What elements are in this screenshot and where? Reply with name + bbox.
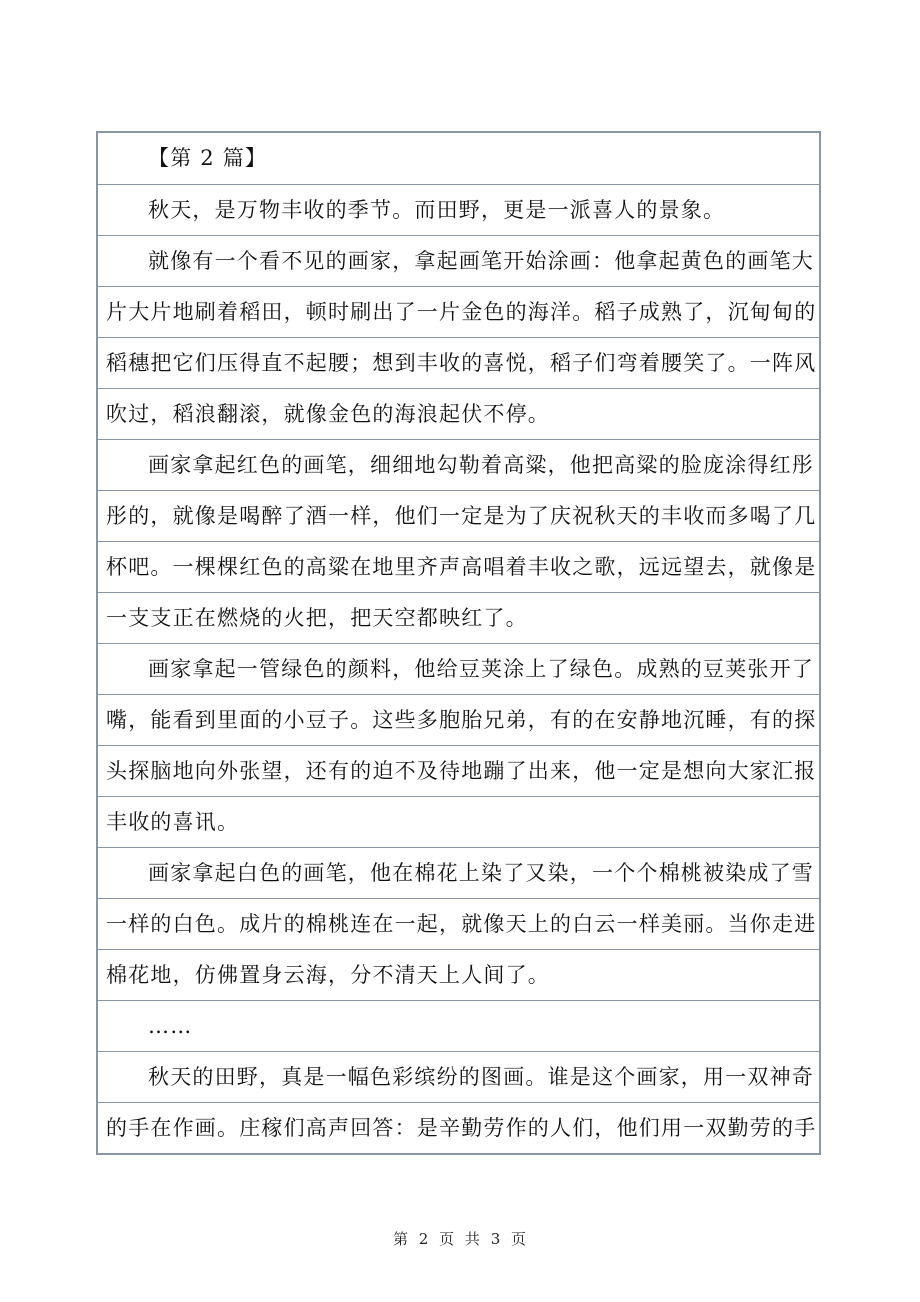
paragraph-2-line-3: 稻穗把它们压得直不起腰；想到丰收的喜悦，稻子们弯着腰笑了。一阵风 <box>98 337 819 388</box>
paragraph-4-line-3: 头探脑地向外张望，还有的迫不及待地蹦了出来，他一定是想向大家汇报 <box>98 745 819 796</box>
paragraph-5-line-2: 一样的白色。成片的棉桃连在一起，就像天上的白云一样美丽。当你走进 <box>98 898 819 949</box>
paragraph-6-line-1: 秋天的田野，真是一幅色彩缤纷的图画。谁是这个画家，用一双神奇 <box>98 1051 819 1102</box>
ellipsis-line: …… <box>98 1000 819 1051</box>
paragraph-1-line-1: 秋天，是万物丰收的季节。而田野，更是一派喜人的景象。 <box>98 184 819 235</box>
ruled-text-table <box>96 131 821 1155</box>
paragraph-3-line-1: 画家拿起红色的画笔，细细地勾勒着高粱，他把高粱的脸庞涂得红彤 <box>98 439 819 490</box>
section-heading: 【第 2 篇】 <box>148 146 268 170</box>
paragraph-4-line-2: 嘴，能看到里面的小豆子。这些多胞胎兄弟，有的在安静地沉睡，有的探 <box>98 694 819 745</box>
paragraph-4-line-4: 丰收的喜讯。 <box>98 796 819 847</box>
total-label: 共 <box>464 1230 481 1248</box>
paragraph-2-line-2: 片大片地刷着稻田，顿时刷出了一片金色的海洋。稻子成熟了，沉甸甸的 <box>98 286 819 337</box>
page-number: 2 <box>418 1230 430 1248</box>
page-footer <box>0 1228 920 1249</box>
paragraph-4-line-1: 画家拿起一管绿色的颜料，他给豆荚涂上了绿色。成熟的豆荚张开了 <box>98 643 819 694</box>
total-pages: 3 <box>490 1230 502 1248</box>
paragraph-2-line-1: 就像有一个看不见的画家，拿起画笔开始涂画：他拿起黄色的画笔大 <box>98 235 819 286</box>
paragraph-3-line-4: 一支支正在燃烧的火把，把天空都映红了。 <box>98 592 819 643</box>
paragraph-3-line-3: 杯吧。一棵棵红色的高粱在地里齐声高唱着丰收之歌，远远望去，就像是 <box>98 541 819 592</box>
paragraph-5-line-1: 画家拿起白色的画笔，他在棉花上染了又染，一个个棉桃被染成了雪 <box>98 847 819 898</box>
paragraph-6-line-2: 的手在作画。庄稼们高声回答：是辛勤劳作的人们，他们用一双勤劳的手 <box>98 1102 819 1153</box>
paragraph-3-line-2: 彤的，就像是喝醉了酒一样，他们一定是为了庆祝秋天的丰收而多喝了几 <box>98 490 819 541</box>
paragraph-2-line-4: 吹过，稻浪翻滚，就像金色的海浪起伏不停。 <box>98 388 819 439</box>
paragraph-5-line-3: 棉花地，仿佛置身云海，分不清天上人间了。 <box>98 949 819 1000</box>
total-unit: 页 <box>511 1230 528 1248</box>
page-unit: 页 <box>439 1230 456 1248</box>
page-label: 第 <box>392 1230 409 1248</box>
